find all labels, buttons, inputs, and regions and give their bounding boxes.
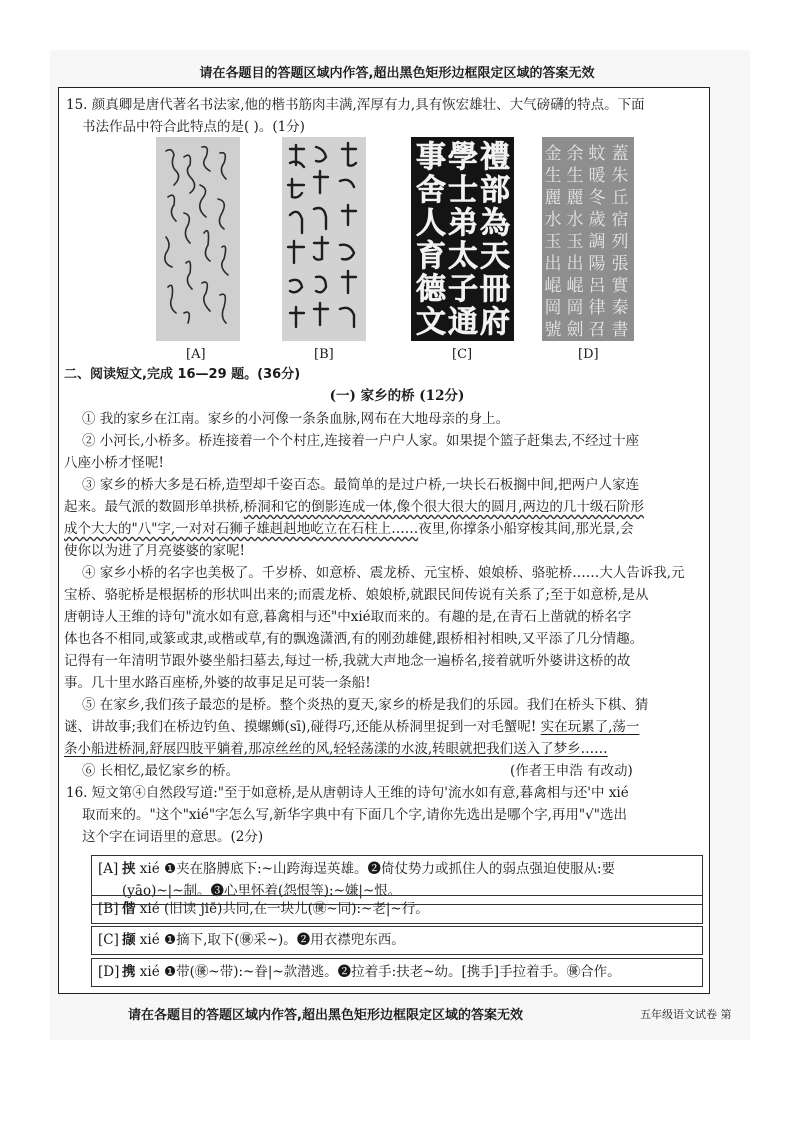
header-note: 请在各题目的答题区域内作答,超出黑色矩形边框限定区域的答案无效 — [199, 66, 595, 81]
svg-text:陽: 陽 — [588, 254, 606, 274]
svg-text:調: 調 — [588, 232, 606, 252]
svg-text:劍: 劍 — [566, 320, 584, 340]
paragraph-4-line3: 唐朝诗人王维的诗句"流水如有意,暮禽相与还"中xié取而来的。有趣的是,在青石上凿就的桥名字 — [64, 609, 632, 625]
p5-underlined-text: 实在玩累了,荡一 — [540, 719, 640, 735]
option-d-box[interactable] — [91, 958, 703, 987]
option-d-key: [D] — [98, 964, 120, 980]
paragraph-4-line5: 记得有一年清明节跟外婆坐船扫墓去,每过一桥,我就大声地念一遍桥名,接着就听外婆讲这桥的故 — [64, 653, 631, 669]
svg-text:水: 水 — [544, 210, 562, 230]
option-b-definition: (旧读 jiē)共同,在一块儿(㊝~同):~老|~行。 — [164, 901, 429, 917]
p3-plain-text-2: 夜里,你撑条小船穿梭其间,那光景,会 — [418, 521, 634, 537]
svg-text:書: 書 — [611, 320, 629, 340]
svg-text:出: 出 — [544, 254, 562, 274]
svg-text:玉: 玉 — [544, 232, 562, 252]
svg-text:金: 金 — [544, 144, 562, 164]
svg-text:呂: 呂 — [588, 276, 606, 296]
svg-text:事: 事 — [416, 140, 446, 175]
option-c-key: [C] — [98, 932, 119, 948]
svg-text:弟: 弟 — [448, 206, 478, 241]
paragraph-3-line4: 使你以为进了月亮婆婆的家呢! — [64, 543, 245, 559]
option-a-definition-2: (yāo)~|~制。❸心里怀着(怨恨等):~嫌|~恨。 — [122, 883, 402, 899]
svg-text:生: 生 — [544, 166, 562, 186]
paragraph-1: ① 我的家乡在江南。家乡的小河像一条条血脉,网布在大地母亲的身上。 — [82, 411, 510, 427]
calligraphy-c-stele-image — [411, 137, 514, 341]
option-c-box[interactable] — [91, 926, 703, 955]
svg-text:宿: 宿 — [611, 210, 629, 230]
option-c-pinyin: xié — [139, 932, 160, 948]
paragraph-6: ⑥ 长相忆,最忆家乡的桥。 — [82, 763, 240, 779]
svg-text:蚊: 蚊 — [588, 144, 606, 164]
option-label-d[interactable]: [D] — [578, 347, 599, 362]
option-d-definition: ❶带(㊝~带):~眷|~款潜逃。❷拉着手:扶老~幼。[携手]手拉着手。㊝合作。 — [164, 964, 621, 980]
svg-text:學: 學 — [448, 140, 478, 175]
svg-text:麗: 麗 — [566, 188, 584, 208]
q15-line2: 书法作品中符合此特点的是( )。(1分) — [82, 119, 305, 135]
option-label-c[interactable]: [C] — [452, 347, 473, 362]
svg-text:岡: 岡 — [544, 298, 562, 318]
svg-text:律: 律 — [588, 298, 606, 318]
option-c-char: 撷 — [122, 932, 136, 948]
svg-text:朱: 朱 — [611, 166, 629, 186]
passage-title: (一) 家乡的桥 (12分) — [329, 388, 465, 404]
p5-underlined-text-2: 条小船进桥洞,舒展四肢平躺着,那凉丝丝的风,轻轻荡漾的水波,转眼就把我们送入了梦乡…… — [64, 741, 608, 757]
svg-text:丘: 丘 — [611, 188, 629, 208]
paragraph-2-line1: ② 小河长,小桥多。桥连接着一个个村庄,连接着一户户人家。如果提个篮子赶集去,不经过十座 — [82, 433, 640, 449]
svg-text:德: 德 — [416, 272, 446, 307]
option-a-pinyin: xié — [139, 861, 160, 877]
svg-text:天: 天 — [480, 239, 510, 274]
paragraph-2-line2: 八座小桥才怪呢! — [64, 455, 164, 471]
svg-text:召: 召 — [588, 320, 606, 340]
p3-plain-text: 起来。最气派的数圆形单拱桥, — [64, 499, 244, 515]
svg-text:列: 列 — [611, 232, 629, 252]
svg-text:人: 人 — [416, 206, 446, 241]
paragraph-5-line2 — [64, 716, 639, 738]
svg-text:部: 部 — [480, 173, 510, 208]
svg-text:岡: 岡 — [566, 298, 584, 318]
svg-text:生: 生 — [566, 166, 584, 186]
svg-text:出: 出 — [566, 254, 584, 274]
q16-line1: 16. 短文第④自然段写道:"至于如意桥,是从唐朝诗人王维的诗句'流水如有意,暮禽相与还'中 xié — [66, 785, 629, 801]
svg-text:余: 余 — [566, 144, 584, 164]
svg-text:麗: 麗 — [544, 188, 562, 208]
svg-text:暖: 暖 — [588, 166, 606, 186]
svg-text:玉: 玉 — [566, 232, 584, 252]
svg-text:文: 文 — [416, 305, 446, 340]
paragraph-3-line3 — [64, 518, 634, 540]
svg-text:子: 子 — [448, 272, 478, 307]
option-label-a[interactable]: [A] — [186, 347, 206, 362]
paragraph-5-line3 — [64, 738, 608, 760]
option-b-pinyin: xié — [139, 901, 160, 917]
svg-text:蓋: 蓋 — [611, 144, 629, 164]
svg-text:舍: 舍 — [416, 173, 446, 208]
author-note: (作者王申浩 有改动) — [510, 763, 633, 779]
paragraph-3-line1: ③ 家乡的桥大多是石桥,造型却千姿百态。最简单的是过户桥,一块长石板搁中间,把两户人家连 — [82, 477, 640, 493]
q16-line2: 取而来的。"这个"xié"字怎么写,新华字典中有下面几个字,请你先选出是哪个字,再用"√"选出 — [82, 807, 627, 823]
svg-text:水: 水 — [566, 210, 584, 230]
option-d-pinyin: xié — [139, 964, 160, 980]
svg-text:號: 號 — [544, 320, 562, 340]
calligraphy-a-image — [156, 137, 240, 341]
option-a-definition: ❶夹在胳膊底下:~山跨海逞英雄。❷倚仗势力或抓住人的弱点强迫使服从:要 — [164, 861, 616, 877]
svg-text:通: 通 — [448, 305, 478, 340]
option-a-key: [A] — [98, 861, 119, 877]
calligraphy-b-image — [282, 137, 366, 341]
p5-plain-text: 谜、讲故事;我们在桥边钓鱼、摸螺蛳(sī),碰得巧,还能从桥洞里捉到一对毛蟹呢! — [64, 719, 541, 735]
option-a-char: 挟 — [122, 861, 136, 877]
option-c-definition: ❶摘下,取下(㊝采~)。❷用衣襟兜东西。 — [164, 932, 405, 948]
option-b-box[interactable] — [91, 895, 703, 924]
svg-text:張: 張 — [611, 254, 629, 274]
svg-text:太: 太 — [448, 239, 478, 274]
q15-line1: 15. 颜真卿是唐代著名书法家,他的楷书筋肉丰满,浑厚有力,具有恢宏雄壮、大气磅礴的特点。下面 — [66, 97, 645, 113]
svg-text:實: 實 — [611, 276, 629, 296]
paragraph-4-line4: 体也各不相同,或篆或隶,或楷或草,有的飘逸潇洒,有的刚劲雄健,跟桥相衬相映,又平添了几分情趣。 — [64, 631, 644, 647]
svg-text:士: 士 — [448, 173, 478, 208]
option-label-b[interactable]: [B] — [314, 347, 334, 362]
paragraph-4-line6: 事。几十里水路百座桥,外婆的故事足足可装一条船! — [64, 675, 371, 691]
paragraph-4-line2: 宝桥、骆驼桥是根据桥的形状叫出来的;而震龙桥、娘娘桥,就跟民间传说有关系了;至于如意桥,是从 — [64, 587, 649, 603]
q16-line3: 这个字在词语里的意思。(2分) — [82, 829, 264, 845]
paragraph-5-line1: ⑤ 在家乡,我们孩子最恋的是桥。整个炎热的夏天,家乡的桥是我们的乐园。我们在桥头下棋、猜 — [82, 697, 649, 713]
footer-note: 请在各题目的答题区域内作答,超出黑色矩形边框限定区域的答案无效 — [128, 1008, 523, 1023]
option-d-char: 携 — [122, 964, 136, 980]
svg-text:冊: 冊 — [480, 272, 510, 307]
p3-wavy-underlined-text: 桥洞和它的倒影连成一体,像个很大很大的圆月,两边的几十级石阶形 — [243, 499, 644, 515]
calligraphy-d-image — [542, 137, 634, 341]
option-b-char: 偕 — [122, 901, 136, 917]
svg-text:崐: 崐 — [544, 276, 562, 296]
svg-text:冬: 冬 — [588, 188, 606, 208]
option-b-key: [B] — [98, 901, 119, 917]
svg-text:為: 為 — [480, 206, 510, 241]
paragraph-3-line2 — [64, 496, 644, 518]
svg-text:府: 府 — [480, 305, 510, 340]
svg-text:育: 育 — [416, 239, 446, 274]
svg-text:歲: 歲 — [588, 210, 606, 230]
section-2-heading: 二、阅读短文,完成 16—29 题。(36分) — [64, 367, 301, 382]
page-footer-label: 五年级语文试卷 第 — [640, 1008, 732, 1021]
svg-text:秦: 秦 — [611, 298, 629, 318]
p3-wavy-underlined-text-2: 成个大大的"八"字,一对对石狮子雄赳赳地屹立在石柱上…… — [64, 521, 419, 537]
svg-text:崐: 崐 — [566, 276, 584, 296]
paragraph-4-line1: ④ 家乡小桥的名字也美极了。千岁桥、如意桥、震龙桥、元宝桥、娘娘桥、骆驼桥……大人告诉我,元 — [82, 565, 685, 581]
svg-text:禮: 禮 — [480, 140, 510, 175]
